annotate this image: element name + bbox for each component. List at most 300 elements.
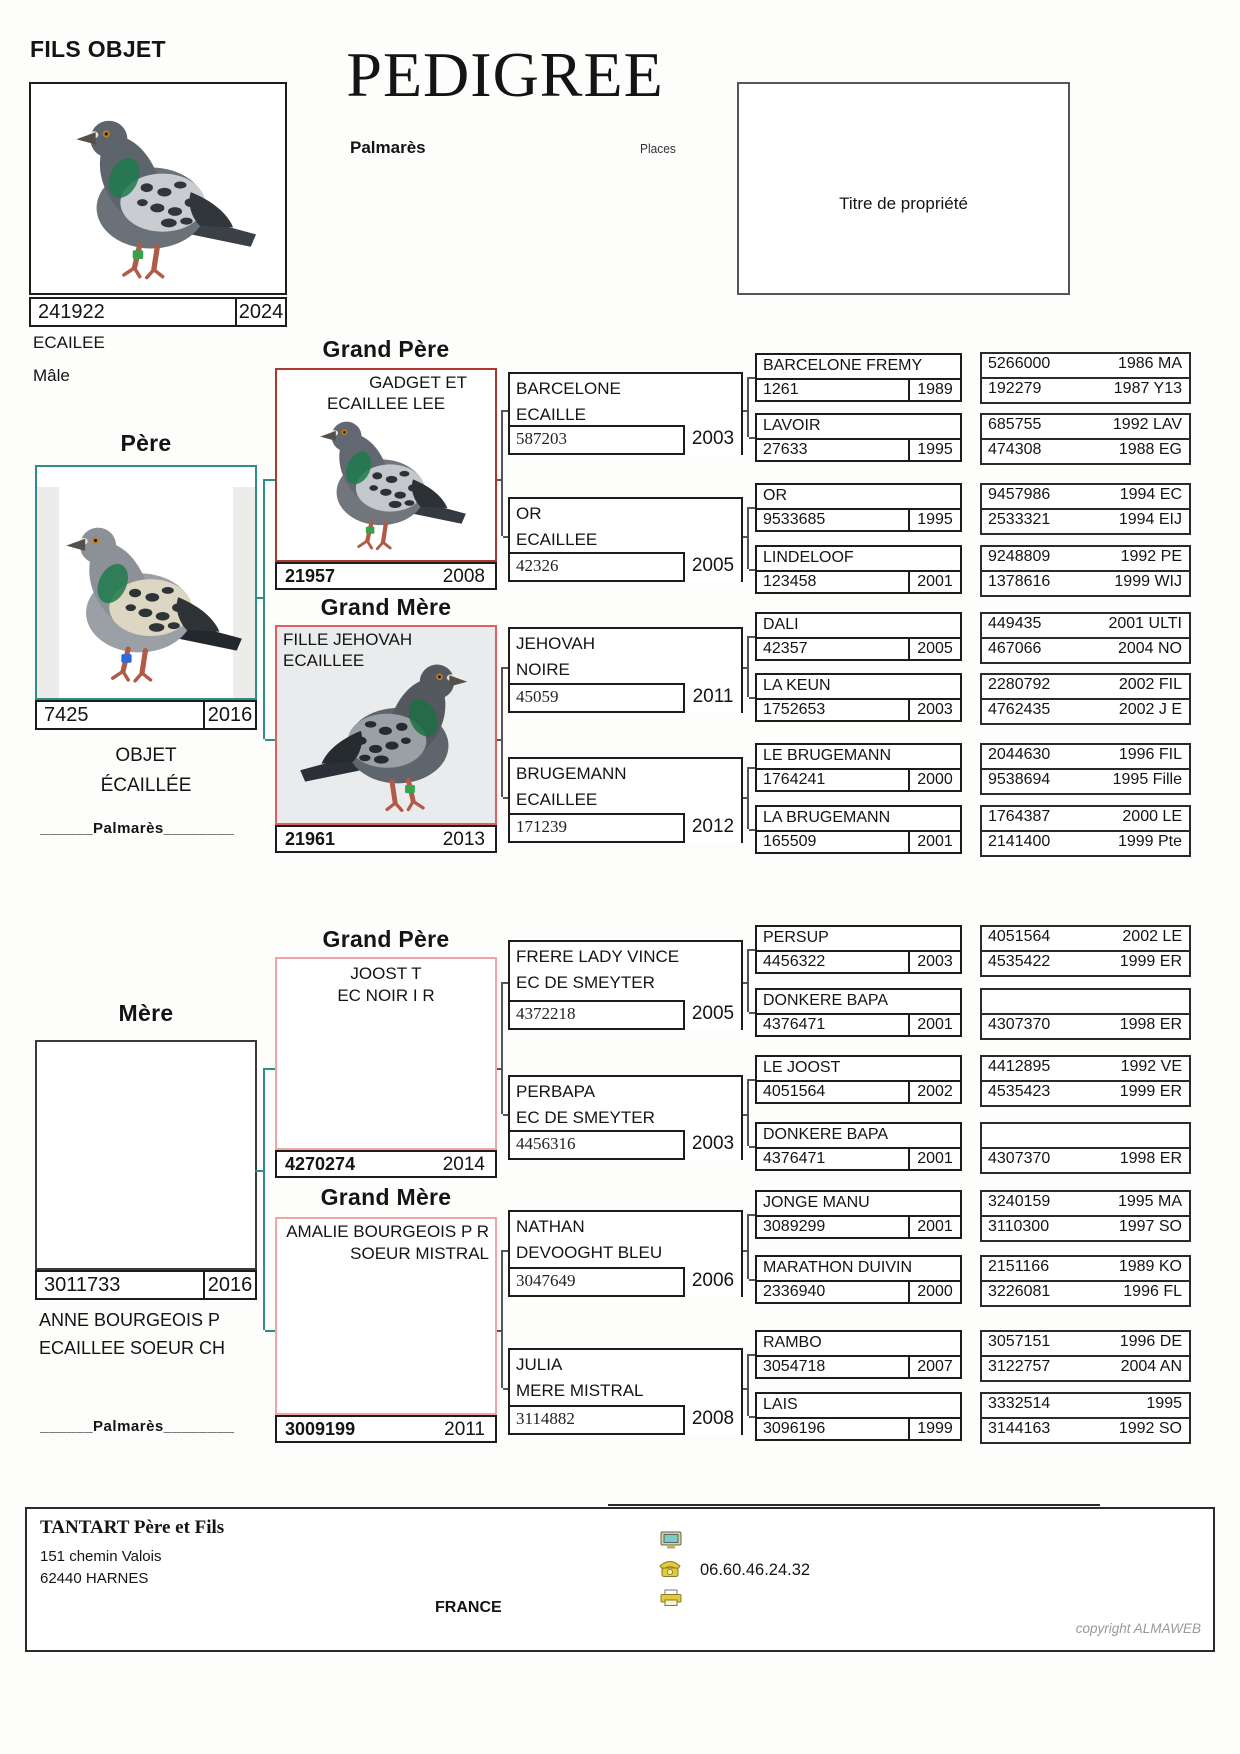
gp1-ring-row [275, 562, 497, 590]
ancestor-name-line: JONGE MANU [763, 1194, 870, 1211]
ggg-ancestor-box [980, 352, 1191, 404]
copyright-text: copyright ALMAWEB [1075, 1621, 1201, 1636]
ancestor-name-line: JEHOVAH [516, 634, 596, 653]
mother-year: 2016 [203, 1272, 255, 1298]
ring-number: 3226081 [988, 1283, 1051, 1300]
subject-year: 2024 [235, 299, 285, 325]
ring-year: 1992 PE [1120, 548, 1182, 565]
great-grandparent-box [508, 757, 743, 843]
ancestor-name-line: OR [763, 487, 787, 504]
ring-year: 2005 [683, 1000, 741, 1030]
ring-number: 587203 [516, 429, 567, 448]
gp3-ring-row [275, 1150, 497, 1178]
ring-number: 27633 [763, 441, 808, 458]
ring-year: 2005 [908, 639, 960, 659]
connector-line [749, 1279, 755, 1281]
connector-line [255, 1170, 263, 1172]
ancestor-name-line: LA BRUGEMANN [763, 809, 891, 826]
ring-year: 1996 DE [1119, 1333, 1182, 1350]
ring-year: 2002 [908, 1082, 960, 1102]
mother-ring-number: 3011733 [44, 1274, 121, 1296]
ancestor-name-line: DALI [763, 616, 799, 633]
ring-number: 4456322 [763, 953, 826, 970]
ancestor-name-line: ECAILLEE [516, 530, 598, 549]
ancestor-row [982, 1394, 1189, 1417]
gp3-photo-box [275, 957, 497, 1150]
ring-number: 4376471 [763, 1150, 826, 1167]
connector-line [749, 507, 755, 509]
connector-line [503, 1114, 508, 1116]
ancestor-row [982, 1280, 1189, 1305]
great-grandparent-box [508, 627, 743, 713]
ggg-ancestor-box [980, 1055, 1191, 1107]
ring-year: 1995 [908, 440, 960, 460]
ring-number: 685755 [988, 416, 1042, 433]
connector-line [747, 767, 749, 829]
ancestor-row [982, 1417, 1189, 1442]
gp1-heading: Grand Père [322, 336, 450, 362]
ring-year: 1992 LAV [1112, 416, 1182, 433]
ancestor-name-line: DONKERE BAPA [763, 1126, 889, 1143]
connector-line [749, 569, 755, 571]
ring-year: 1992 VE [1120, 1058, 1182, 1075]
pigeon-photo [55, 104, 265, 289]
ancestor-name-line: NATHAN [516, 1217, 585, 1236]
ancestor-name-line: RAMBO [763, 1334, 822, 1351]
ancestor-row [982, 438, 1189, 463]
ancestor-row [982, 1215, 1189, 1240]
ancestor-row [982, 675, 1189, 698]
ancestor-ring-row [757, 1280, 960, 1302]
ring-year: 1989 [908, 380, 960, 400]
ancestor-ring-row [757, 768, 960, 790]
ancestor-name-line: FRERE LADY VINCE [516, 947, 680, 966]
ancestor-ring-row [510, 1267, 741, 1295]
gp3-year: 2014 [442, 1154, 485, 1175]
owner-country: FRANCE [435, 1599, 502, 1616]
connector-line [749, 1354, 755, 1356]
gp1-photo-box [275, 368, 497, 562]
ancestor-ring-row [757, 830, 960, 852]
gp2-heading: Grand Mère [320, 594, 452, 620]
ancestor-ring-row [757, 1417, 960, 1439]
ggg-ancestor-box [980, 1392, 1191, 1444]
ring-year: 1999 ER [1119, 953, 1182, 970]
ring-number: 4376471 [763, 1016, 826, 1033]
ancestor-ring-row [757, 698, 960, 720]
ancestor-name-line: OR [516, 504, 542, 523]
phone-number: 06.60.46.24.32 [700, 1561, 811, 1579]
ancestor-row [982, 807, 1189, 830]
connector-line [503, 667, 508, 669]
ring-year: 2011 [683, 683, 741, 713]
ancestor-ring-row [757, 438, 960, 460]
ring-number: 1261 [763, 381, 799, 398]
great-grandparent-box [508, 940, 743, 1030]
ring-number: 42357 [763, 640, 808, 657]
ring-number: 9457986 [988, 486, 1051, 503]
ring-year: 2001 ULTI [1108, 615, 1182, 632]
gp3-heading: Grand Père [322, 926, 450, 952]
ring-year: 2008 [683, 1405, 741, 1435]
ring-year: 2000 [908, 1282, 960, 1302]
gp4-caption-line1: AMALIE BOURGEOIS P R [286, 1222, 489, 1241]
ring-year: 2006 [683, 1267, 741, 1297]
ring-year: 2001 [908, 832, 960, 852]
ancestor-ring-row [510, 552, 741, 580]
ancestor-row [982, 1332, 1189, 1355]
father-name-line2: ÉCAILLÉE [100, 775, 192, 796]
ancestor-name-line: LE JOOST [763, 1059, 841, 1076]
gp2-photo-box [275, 625, 497, 825]
ring-number: 4535422 [988, 953, 1051, 970]
ring-number: 2533321 [988, 511, 1051, 528]
ancestor-row [982, 614, 1189, 637]
ring-number: 3332514 [988, 1395, 1051, 1412]
ring-year: 1986 MA [1117, 355, 1182, 372]
connector-line [749, 1146, 755, 1148]
ring-number: 2141400 [988, 833, 1051, 850]
connector-line [749, 697, 755, 699]
ring-number: 123458 [763, 573, 817, 590]
ring-number: 1752653 [763, 701, 826, 718]
connector-line [747, 507, 749, 569]
ancestor-row [982, 377, 1189, 402]
gp1-year: 2008 [442, 566, 485, 587]
connector-line [749, 437, 755, 439]
ancestor-name-line: BRUGEMANN [516, 764, 627, 783]
ancestor-name-line: LA KEUN [763, 677, 831, 694]
connector-line [749, 949, 755, 951]
gp1-ring-number: 21957 [285, 566, 336, 586]
ring-year: 2005 [683, 552, 741, 582]
ring-number: 4456316 [516, 1134, 576, 1153]
connector-line [503, 410, 508, 412]
computer-icon [660, 1531, 682, 1554]
ring-number: 467066 [988, 640, 1042, 657]
ring-number: 2280792 [988, 676, 1051, 693]
ancestor-row [982, 1192, 1189, 1215]
subject-ring-number: 241922 [38, 301, 105, 323]
connector-line [501, 982, 503, 1115]
gp1-caption-line2: ECAILLEE LEE [326, 394, 446, 413]
phone-icon [657, 1559, 683, 1583]
ancestor-row [982, 637, 1189, 662]
ring-year: 1999 WIJ [1114, 573, 1182, 590]
owner-address-line2: 62440 HARNES [40, 1570, 149, 1587]
mother-palmares-line: ______Palmarès________ [40, 1418, 235, 1435]
ring-number: 9248809 [988, 548, 1051, 565]
ancestor-row [982, 1147, 1189, 1172]
ancestor-name-line: LINDELOOF [763, 549, 854, 566]
ancestor-row [982, 485, 1189, 508]
ring-number: 3096196 [763, 1420, 826, 1437]
ring-year: 2003 [683, 1130, 741, 1160]
ring-year: 2002 LE [1122, 928, 1182, 945]
connector-line [265, 739, 275, 741]
ancestor-ring-row [510, 1130, 741, 1158]
ancestor-row [982, 415, 1189, 438]
ggg-ancestor-box [980, 743, 1191, 795]
ggg-ancestor-box [980, 1330, 1191, 1382]
ring-number: 1378616 [988, 573, 1051, 590]
ancestor-name-line: MERE MISTRAL [516, 1381, 644, 1400]
mother-heading: Mère [118, 1000, 174, 1026]
ring-number: 474308 [988, 441, 1042, 458]
connector-line [749, 829, 755, 831]
owner-name: TANTART Père et Fils [40, 1517, 225, 1538]
ancestor-row [982, 570, 1189, 595]
ancestor-name-line: BARCELONE [516, 379, 621, 398]
ancestor-row [982, 354, 1189, 377]
palmares-label: Palmarès [350, 138, 426, 157]
gg-grandparent-box [755, 545, 962, 594]
gp4-photo-box [275, 1217, 497, 1415]
gg-grandparent-box [755, 413, 962, 462]
ancestor-row [982, 1124, 1189, 1147]
gp4-ring-row [275, 1415, 497, 1443]
connector-line [265, 479, 275, 481]
ancestor-row [982, 768, 1189, 793]
ring-number: 2336940 [763, 1283, 826, 1300]
ring-year: 2004 NO [1117, 640, 1182, 657]
ring-year: 2007 [908, 1357, 960, 1377]
ancestor-row [982, 547, 1189, 570]
ancestor-row [982, 927, 1189, 950]
ancestor-name-line: BARCELONE FREMY [763, 357, 923, 374]
father-name-line1: OBJET [115, 745, 177, 766]
ancestor-row [982, 698, 1189, 723]
ancestor-row [982, 830, 1189, 855]
ring-number: 3114882 [516, 1409, 575, 1428]
gg-grandparent-box [755, 1190, 962, 1239]
mother-name-line1: ANNE BOURGEOIS P [39, 1310, 221, 1330]
gg-grandparent-box [755, 353, 962, 402]
divider-line [608, 1504, 1100, 1506]
ring-number: 9538694 [988, 771, 1051, 788]
connector-line [749, 1012, 755, 1014]
father-heading: Père [120, 430, 172, 456]
property-title-text: Titre de propriété [839, 194, 968, 213]
great-grandparent-box [508, 1210, 743, 1297]
gg-grandparent-box [755, 743, 962, 792]
ancestor-ring-row [510, 425, 741, 453]
ancestor-name-line: LE BRUGEMANN [763, 747, 892, 764]
fax-icon [660, 1589, 682, 1612]
connector-line [503, 982, 508, 984]
ancestor-row [982, 1057, 1189, 1080]
ancestor-row [982, 745, 1189, 768]
ring-number: 3054718 [763, 1358, 826, 1375]
ggg-ancestor-box [980, 545, 1191, 597]
connector-line [263, 479, 265, 739]
ring-number: 4535423 [988, 1083, 1051, 1100]
ring-number: 171239 [516, 817, 567, 836]
ring-year: 1998 ER [1119, 1150, 1182, 1167]
ring-year: 2004 AN [1120, 1358, 1182, 1375]
gp4-year: 2011 [444, 1419, 485, 1440]
subject-color: ECAILEE [33, 333, 105, 352]
ring-number: 2044630 [988, 746, 1051, 763]
ring-number: 449435 [988, 615, 1042, 632]
ggg-ancestor-box [980, 413, 1191, 465]
connector-line [503, 1388, 508, 1390]
ggg-ancestor-box [980, 805, 1191, 857]
page-title: PEDIGREE [346, 39, 664, 110]
ancestor-name-line: EC DE SMEYTER [516, 1108, 655, 1127]
ring-number: 165509 [763, 833, 817, 850]
gg-grandparent-box [755, 1255, 962, 1304]
pigeon-photo [299, 408, 477, 558]
connector-line [749, 636, 755, 638]
property-title-box [737, 82, 1070, 295]
ancestor-name-line: DONKERE BAPA [763, 992, 889, 1009]
ancestor-row [982, 1080, 1189, 1105]
ring-number: 3057151 [988, 1333, 1051, 1350]
ring-number: 1764241 [763, 771, 826, 788]
ancestor-name-line: ECAILLE [516, 405, 586, 424]
ancestor-name-line: LAIS [763, 1396, 798, 1413]
ring-number: 3122757 [988, 1358, 1051, 1375]
ancestor-ring-row [757, 508, 960, 530]
connector-line [747, 949, 749, 1012]
father-photo-box [35, 465, 257, 700]
connector-line [501, 410, 503, 536]
father-ring-number: 7425 [44, 704, 89, 726]
ggg-ancestor-box [980, 483, 1191, 535]
ancestor-name-line: NOIRE [516, 660, 570, 679]
connector-line [749, 1079, 755, 1081]
ring-number: 4051564 [763, 1083, 826, 1100]
gp1-caption-line1: GADGET ET [369, 373, 467, 392]
ancestor-ring-row [757, 1215, 960, 1237]
subject-ring-row [29, 297, 287, 327]
gg-grandparent-box [755, 988, 962, 1037]
ancestor-ring-row [510, 813, 741, 841]
ring-number: 2151166 [988, 1258, 1050, 1275]
ring-year: 1994 EIJ [1118, 511, 1182, 528]
ring-year: 2001 [908, 1149, 960, 1169]
pigeon-photo [49, 504, 247, 692]
ring-number: 9533685 [763, 511, 826, 528]
gp4-caption-line2: SOEUR MISTRAL [350, 1244, 489, 1263]
ring-number: 4307370 [988, 1016, 1051, 1033]
ring-year: 1995 [1146, 1395, 1182, 1412]
connector-line [265, 1330, 275, 1332]
father-ring-row [35, 700, 257, 730]
ring-year: 1999 ER [1119, 1083, 1182, 1100]
ring-year: 2003 [908, 700, 960, 720]
ring-number: 3240159 [988, 1193, 1051, 1210]
ring-year: 2001 [908, 572, 960, 592]
ancestor-name-line: PERBAPA [516, 1082, 596, 1101]
great-grandparent-box [508, 1075, 743, 1160]
ancestor-ring-row [757, 1355, 960, 1377]
ancestor-ring-row [757, 378, 960, 400]
great-grandparent-box [508, 497, 743, 582]
ggg-ancestor-box [980, 988, 1191, 1040]
ring-number: 5266000 [988, 355, 1051, 372]
ancestor-name-line: JULIA [516, 1355, 563, 1374]
ancestor-ring-row [510, 1405, 741, 1433]
connector-line [501, 667, 503, 797]
ring-year: 1989 KO [1118, 1258, 1182, 1275]
connector-line [747, 1079, 749, 1146]
gp4-ring-number: 3009199 [285, 1419, 356, 1439]
ancestor-name-line: PERSUP [763, 929, 829, 946]
ring-number: 4051564 [988, 928, 1051, 945]
ring-year: 1994 EC [1119, 486, 1182, 503]
gg-grandparent-box [755, 1392, 962, 1441]
footer-box [25, 1507, 1215, 1652]
ring-number: 42326 [516, 556, 559, 575]
ring-year: 1996 FL [1123, 1283, 1182, 1300]
ancestor-name-line: ECAILLEE [516, 790, 598, 809]
ancestor-ring-row [510, 1000, 741, 1028]
ring-year: 1998 ER [1119, 1016, 1182, 1033]
gp4-heading: Grand Mère [320, 1184, 452, 1210]
ancestor-name-line: EC DE SMEYTER [516, 973, 655, 992]
mother-name-line2: ECAILLEE SOEUR CH [39, 1338, 226, 1358]
subject-sex: Mâle [33, 366, 70, 385]
gp3-ring-number: 4270274 [285, 1154, 356, 1174]
ring-number: 1764387 [988, 808, 1051, 825]
ring-number: 4762435 [988, 701, 1051, 718]
ancestor-row [982, 508, 1189, 533]
ggg-ancestor-box [980, 612, 1191, 664]
connector-line [749, 1416, 755, 1418]
connector-line [263, 1068, 265, 1330]
gg-grandparent-box [755, 1122, 962, 1171]
ring-number: 3089299 [763, 1218, 826, 1235]
ancestor-ring-row [757, 1147, 960, 1169]
ring-number: 4307370 [988, 1150, 1051, 1167]
ggg-ancestor-box [980, 1122, 1191, 1174]
connector-line [503, 536, 508, 538]
connector-line [747, 1214, 749, 1279]
connector-line [255, 597, 263, 599]
gg-grandparent-box [755, 1055, 962, 1104]
connector-line [501, 1250, 503, 1388]
ring-number: 3047649 [516, 1271, 576, 1290]
connector-line [503, 797, 508, 799]
ring-year: 2003 [908, 952, 960, 972]
gg-grandparent-box [755, 483, 962, 532]
gg-grandparent-box [755, 612, 962, 661]
subject-photo-box [29, 82, 287, 295]
gp2-ring-number: 21961 [285, 829, 336, 849]
ancestor-ring-row [757, 637, 960, 659]
ring-number: 45059 [516, 687, 559, 706]
ancestor-ring-row [757, 950, 960, 972]
ancestor-ring-row [757, 1080, 960, 1102]
father-palmares-line: ______Palmarès________ [40, 820, 235, 837]
ring-year: 1992 SO [1118, 1420, 1182, 1437]
ancestor-ring-row [757, 570, 960, 592]
connector-line [747, 636, 749, 697]
father-year: 2016 [203, 702, 255, 728]
gg-grandparent-box [755, 673, 962, 722]
ancestor-row [982, 1013, 1189, 1038]
ring-year: 1987 Y13 [1113, 380, 1182, 397]
places-label: Places [640, 141, 676, 156]
great-grandparent-box [508, 1348, 743, 1435]
ancestor-row [982, 1355, 1189, 1380]
ring-year: 1997 SO [1118, 1218, 1182, 1235]
ring-number: 3144163 [988, 1420, 1051, 1437]
ggg-ancestor-box [980, 925, 1191, 977]
ancestor-ring-row [510, 683, 741, 711]
